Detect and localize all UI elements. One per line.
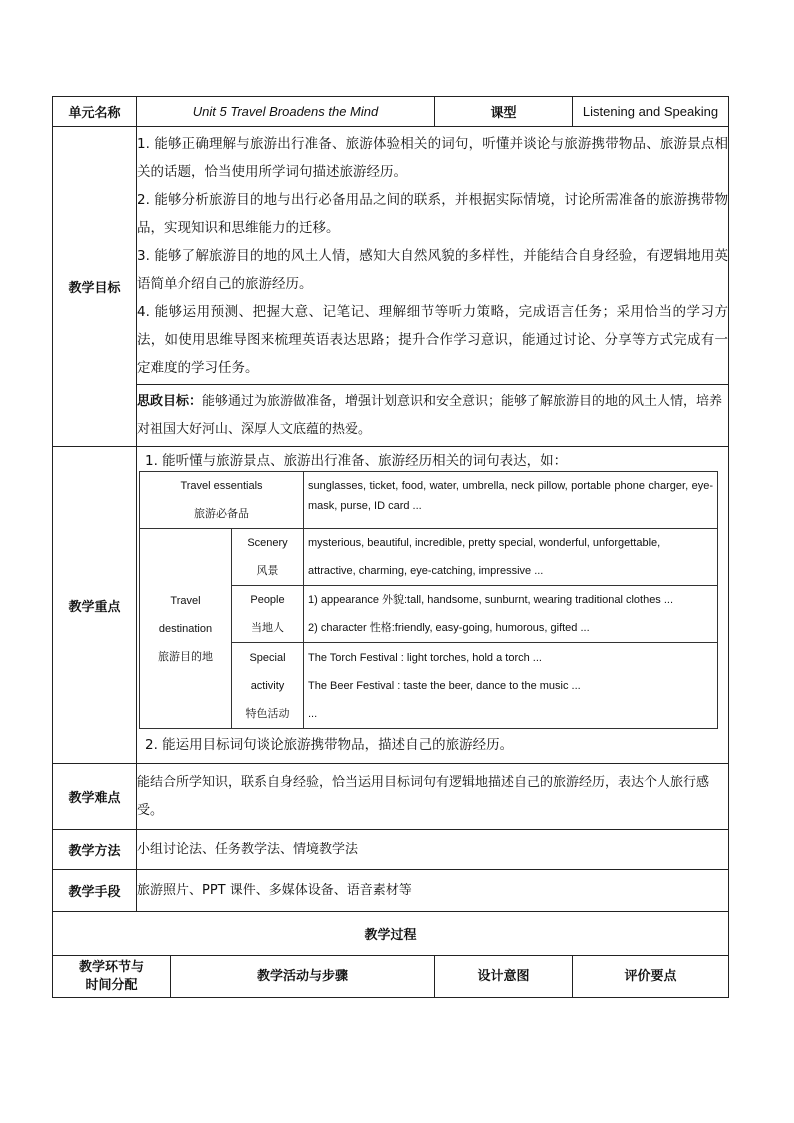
scenery-line: attractive, charming, eye-catching, impressive ... [308, 565, 544, 577]
essentials-row [140, 472, 718, 529]
header-row [53, 97, 729, 127]
difficulty-text: 能结合所学知识，联系自身经验，恰当运用目标词句有逻辑地描述自己的旅游经历，表达个人旅行感受。 [137, 764, 729, 830]
key-point-1: 1. 能听懂与旅游景点、旅游出行准备、旅游经历相关的词句表达，如： [145, 453, 568, 469]
scenery-en: Scenery [247, 537, 288, 549]
scenery-line: mysterious, beautiful, incredible, pretty special, wonderful, unforgettable, [308, 537, 661, 549]
people-en: People [250, 594, 285, 606]
people-items [304, 586, 718, 643]
people-header [232, 586, 304, 643]
goals-label: 教学目标 [53, 127, 137, 447]
process-col-activity: 教学活动与步骤 [171, 956, 435, 998]
goal-item: 4. 能够运用预测、把握大意、记笔记、理解细节等听力策略，完成语言任务；采用恰当的学习方法，如使用思维导图来梳理英语表达思路；提升合作学习意识，能通过讨论、分享等方式完成有一定难度的学习任务。 [137, 303, 729, 376]
goal-item: 3. 能够了解旅游目的地的风土人情，感知大自然风貌的多样性，并能结合自身经验，有逻辑地用英语简单介绍自己的旅游经历。 [137, 247, 729, 292]
scenery-cn: 风景 [256, 564, 279, 577]
type-value: Listening and Speaking [573, 97, 729, 127]
destination-cn: 旅游目的地 [158, 649, 213, 663]
difficulty-label: 教学难点 [53, 764, 137, 830]
process-col-stage-line1: 教学环节与 [78, 959, 144, 975]
scenery-items [304, 529, 718, 586]
essentials-cn: 旅游必备品 [194, 507, 249, 520]
unit-label: 单元名称 [53, 97, 137, 127]
goal-item: 2. 能够分析旅游目的地与出行必备用品之间的联系，并根据实际情境，讨论所需准备的旅游携带物品，实现知识和思维能力的迁移。 [137, 191, 729, 236]
process-title-row [53, 912, 729, 956]
activity-en-2: activity [250, 679, 285, 692]
difficulty-row [53, 764, 729, 830]
key-points-content [137, 447, 729, 764]
people-line: 1) appearance 外貌:tall, handsome, sunburnt, wearing traditional clothes ... [308, 594, 674, 606]
process-col-stage-line2: 时间分配 [85, 977, 138, 993]
goals-list [137, 127, 729, 385]
destination-en-1: Travel [170, 594, 201, 607]
people-cn: 当地人 [251, 621, 284, 634]
means-text: 旅游照片、PPT 课件、多媒体设备、语音素材等 [137, 870, 729, 912]
sizheng-row [53, 385, 729, 447]
essentials-header [140, 472, 304, 529]
scenery-row [140, 529, 718, 586]
key-points-row [53, 447, 729, 764]
process-col-evaluation: 评价要点 [573, 956, 729, 998]
activity-header [232, 643, 304, 729]
people-line: 2) character 性格:friendly, easy-going, humorous, gifted ... [308, 622, 590, 634]
activity-line: ... [308, 707, 318, 720]
activity-line: The Torch Festival : light torches, hold a torch ... [308, 651, 542, 664]
activity-line: The Beer Festival : taste the beer, dance to the music ... [308, 679, 581, 692]
activity-items [304, 643, 718, 729]
goal-item: 1. 能够正确理解与旅游出行准备、旅游体验相关的词句，听懂并谈论与旅游携带物品、旅游景点相关的话题，恰当使用所学词句描述旅游经历。 [137, 135, 729, 180]
key-points-label: 教学重点 [53, 447, 137, 764]
sizheng-label: 思政目标： [137, 393, 203, 409]
process-header-row [53, 956, 729, 998]
vocab-table [139, 471, 718, 729]
unit-value: Unit 5 Travel Broadens the Mind [137, 97, 435, 127]
process-col-stage [53, 956, 171, 998]
sizheng-text: 能够通过为旅游做准备，增强计划意识和安全意识；能够了解旅游目的地的风土人情，培养对祖国大好河山、深厚人文底蕴的热爱。 [137, 393, 723, 437]
means-label: 教学手段 [53, 870, 137, 912]
goals-row [53, 127, 729, 385]
method-row [53, 830, 729, 870]
process-col-intent: 设计意图 [435, 956, 573, 998]
lesson-plan-table [52, 96, 729, 998]
sizheng-goal [137, 385, 729, 447]
destination-header [140, 529, 232, 729]
process-title: 教学过程 [53, 912, 729, 956]
essentials-items: sunglasses, ticket, food, water, umbrella, neck pillow, portable phone charger, eye-mask, purse, ID card ... [304, 472, 718, 529]
type-label: 课型 [435, 97, 573, 127]
method-text: 小组讨论法、任务教学法、情境教学法 [137, 830, 729, 870]
key-point-2: 2. 能运用目标词句谈论旅游携带物品，描述自己的旅游经历。 [145, 737, 514, 753]
method-label: 教学方法 [53, 830, 137, 870]
destination-en-2: destination [158, 622, 213, 635]
means-row [53, 870, 729, 912]
activity-cn: 特色活动 [245, 706, 290, 720]
activity-en-1: Special [249, 651, 286, 664]
scenery-header [232, 529, 304, 586]
essentials-en: Travel essentials [180, 480, 263, 492]
